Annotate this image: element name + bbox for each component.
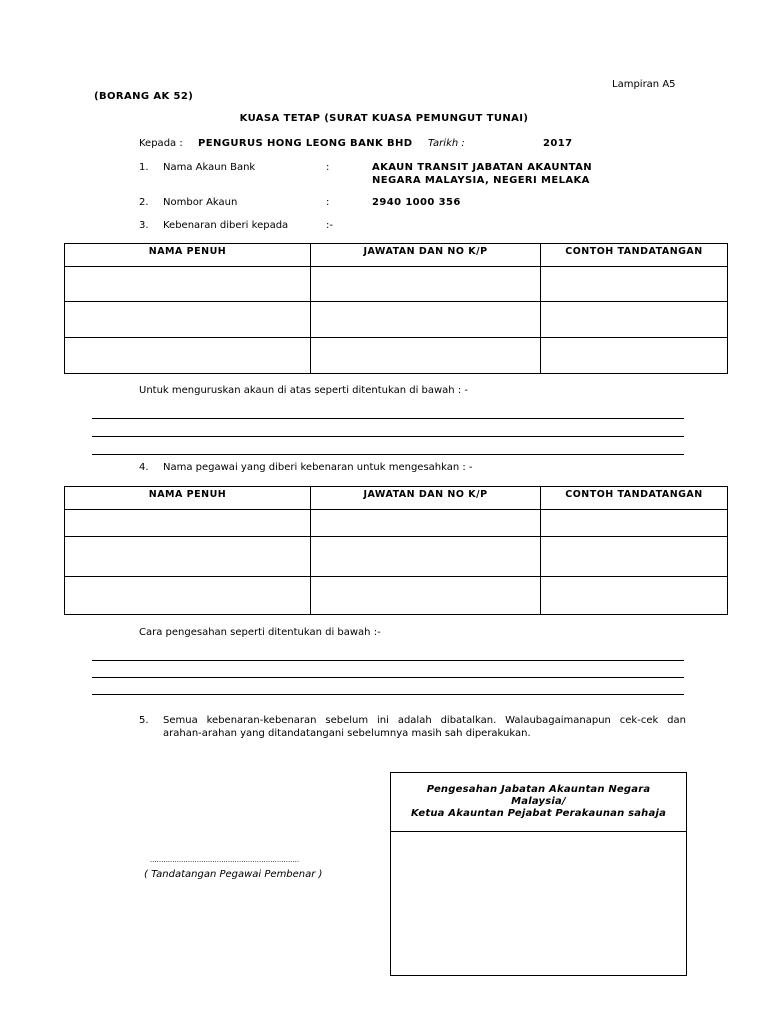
position-ic-cell[interactable]: [311, 338, 541, 374]
verifying-officers-table: [64, 486, 728, 615]
item-3-number: 3.: [139, 220, 149, 231]
table-row: [65, 267, 728, 302]
attachment-label: Lampiran A5: [612, 79, 676, 90]
position-ic-cell[interactable]: [311, 302, 541, 338]
endorsement-header: [391, 773, 686, 832]
table-header-row: [65, 487, 728, 510]
write-in-line[interactable]: [92, 418, 684, 419]
verifying-officer-text: Nama pegawai yang diberi kebenaran untuk mengesahkan : -: [163, 462, 473, 473]
write-in-line[interactable]: [92, 436, 684, 437]
verification-method-text: Cara pengesahan seperti ditentukan di bawah :-: [139, 627, 381, 638]
position-ic-cell[interactable]: [311, 267, 541, 302]
write-in-line[interactable]: [92, 694, 684, 695]
authorized-to-label: Kebenaran diberi kepada: [163, 220, 289, 231]
signature-cell[interactable]: [541, 577, 728, 615]
recipient-value: PENGURUS HONG LEONG BANK BHD: [198, 138, 413, 149]
bank-account-name-value-line1: AKAUN TRANSIT JABATAN AKAUNTAN: [372, 162, 592, 173]
full-name-cell[interactable]: [65, 338, 311, 374]
position-ic-cell[interactable]: [311, 510, 541, 537]
position-ic-cell[interactable]: [311, 537, 541, 577]
column-header-sample-signature: CONTOH TANDATANGAN: [541, 487, 728, 510]
column-header-full-name: NAMA PENUH: [65, 487, 311, 510]
item-2-colon: :: [326, 197, 330, 208]
full-name-cell[interactable]: [65, 537, 311, 577]
endorsement-box: [390, 772, 687, 976]
item-1-number: 1.: [139, 162, 149, 173]
full-name-cell[interactable]: [65, 577, 311, 615]
account-number-value: 2940 1000 356: [372, 197, 461, 208]
signature-cell[interactable]: [541, 510, 728, 537]
bank-account-name-label: Nama Akaun Bank: [163, 162, 256, 173]
table-row: [65, 338, 728, 374]
item-3-colon: :-: [326, 220, 333, 231]
column-header-full-name: NAMA PENUH: [65, 244, 311, 267]
item-2-number: 2.: [139, 197, 149, 208]
authorized-persons-table: [64, 243, 728, 374]
table-row: [65, 577, 728, 615]
signature-cell[interactable]: [541, 537, 728, 577]
recipient-label: Kepada :: [139, 138, 183, 149]
bank-account-name-value-line2: NEGARA MALAYSIA, NEGERI MELAKA: [372, 175, 590, 186]
write-in-line[interactable]: [92, 660, 684, 661]
full-name-cell[interactable]: [65, 510, 311, 537]
write-in-line[interactable]: [92, 677, 684, 678]
position-ic-cell[interactable]: [311, 577, 541, 615]
form-code: (BORANG AK 52): [94, 91, 194, 102]
table-row: [65, 510, 728, 537]
signature-label: ( Tandatangan Pegawai Pembenar ): [144, 869, 323, 880]
signature-cell[interactable]: [541, 338, 728, 374]
full-name-cell[interactable]: [65, 267, 311, 302]
cancellation-text-line2: arahan-arahan yang ditandatangani sebelumnya masih sah diperakukan.: [163, 728, 531, 739]
signature-cell[interactable]: [541, 267, 728, 302]
signature-dotted-line[interactable]: ...................................................................: [150, 856, 300, 864]
item-1-colon: :: [326, 162, 330, 173]
column-header-sample-signature: CONTOH TANDATANGAN: [541, 244, 728, 267]
cancellation-text-line1: Semua kebenaran-kebenaran sebelum ini adalah dibatalkan. Walaubagaimanapun cek-cek dan: [163, 715, 686, 726]
full-name-cell[interactable]: [65, 302, 311, 338]
write-in-line[interactable]: [92, 454, 684, 455]
page-title: KUASA TETAP (SURAT KUASA PEMUNGUT TUNAI): [239, 113, 529, 124]
table-header-row: [65, 244, 728, 267]
date-label: Tarikh :: [428, 138, 465, 149]
account-number-label: Nombor Akaun: [163, 197, 238, 208]
signature-cell[interactable]: [541, 302, 728, 338]
endorsement-line3: Ketua Akauntan Pejabat Perakaunan sahaja: [410, 808, 667, 819]
item-4-number: 4.: [139, 462, 149, 473]
column-header-position-ic: JAWATAN DAN NO K/P: [311, 244, 541, 267]
endorsement-line2: Malaysia/: [511, 796, 566, 807]
item-5-number: 5.: [139, 715, 149, 726]
table-row: [65, 302, 728, 338]
column-header-position-ic: JAWATAN DAN NO K/P: [311, 487, 541, 510]
endorsement-line1: Pengesahan Jabatan Akauntan Negara: [426, 784, 651, 795]
table-row: [65, 537, 728, 577]
manage-account-text: Untuk menguruskan akaun di atas seperti ditentukan di bawah : -: [139, 385, 468, 396]
date-value: 2017: [543, 138, 573, 149]
